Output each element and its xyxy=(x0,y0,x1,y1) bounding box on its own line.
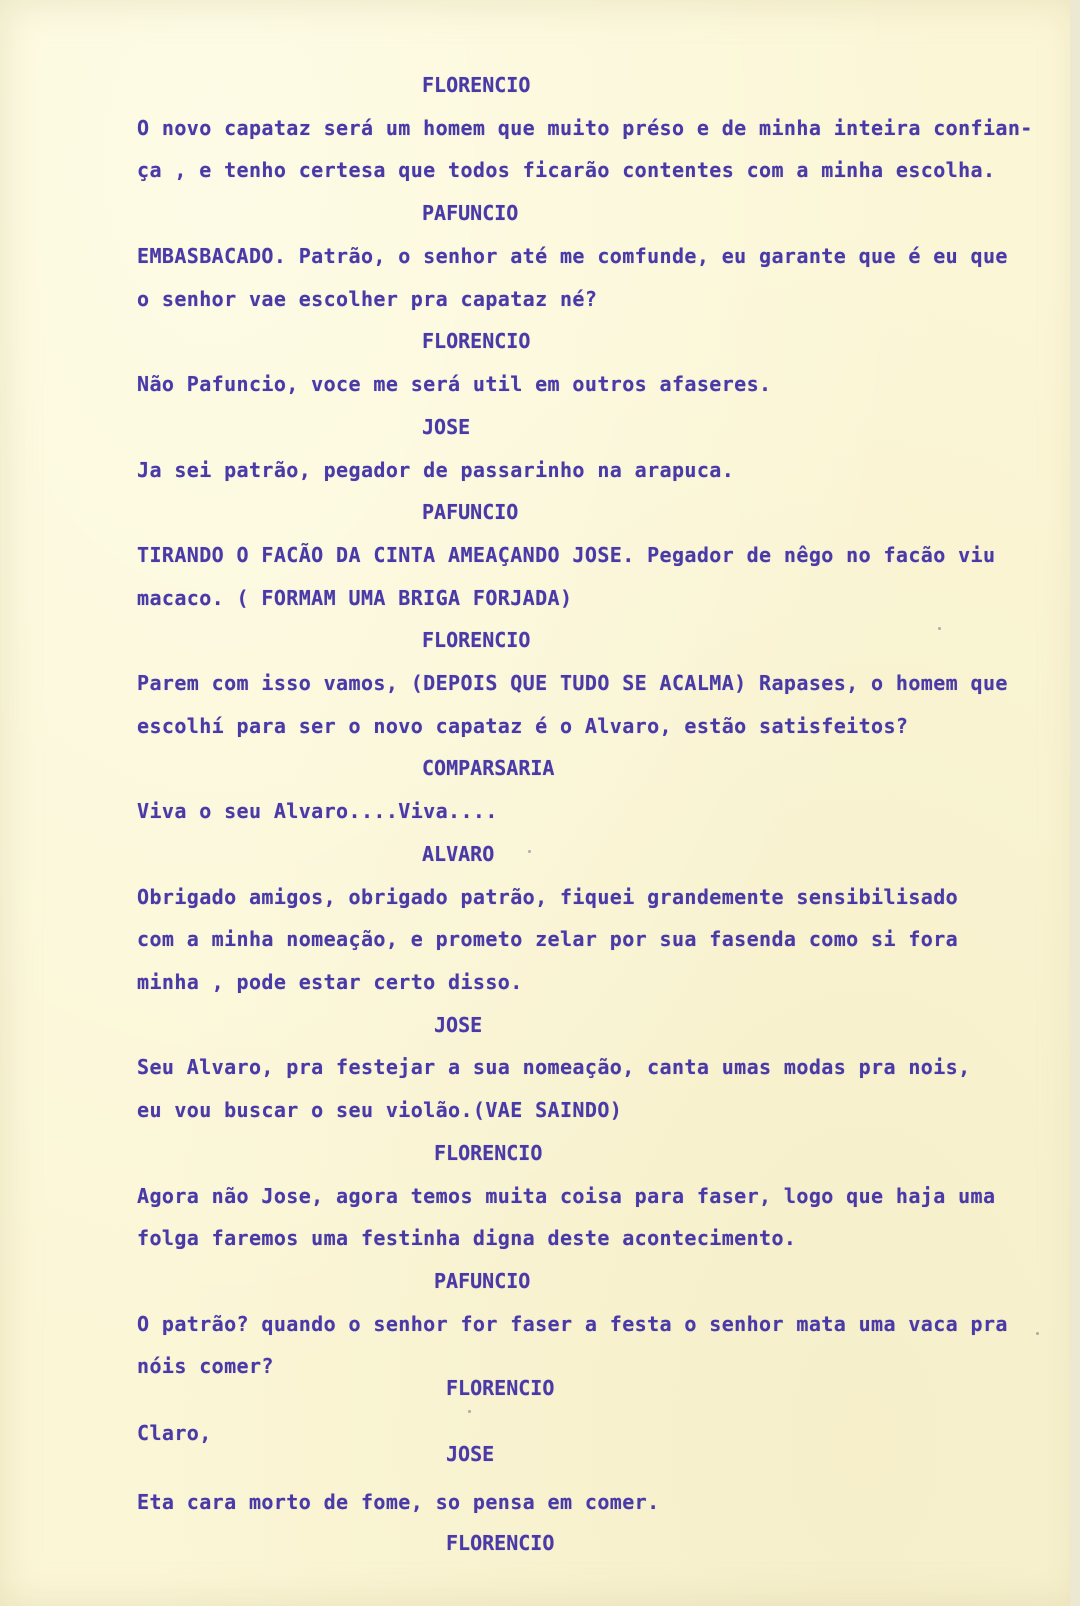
dialogue-line: Claro, xyxy=(137,1421,212,1445)
dialogue-line: macaco. ( FORMAM UMA BRIGA FORJADA) xyxy=(137,586,573,610)
ink-speck xyxy=(1036,1332,1039,1335)
speaker-name: FLORENCIO xyxy=(446,1531,555,1555)
ink-speck xyxy=(468,1410,471,1413)
dialogue-line: eu vou buscar o seu violão.(VAE SAINDO) xyxy=(137,1098,623,1122)
dialogue-line: com a minha nomeação, e prometo zelar por sua fasenda como si fora xyxy=(137,927,959,951)
speaker-name: COMPARSARIA xyxy=(422,756,555,780)
speaker-name: FLORENCIO xyxy=(434,1141,543,1165)
speaker-name: JOSE xyxy=(434,1013,483,1037)
speaker-name: FLORENCIO xyxy=(446,1376,555,1400)
speaker-name: JOSE xyxy=(446,1442,495,1466)
dialogue-line: Parem com isso vamos, (DEPOIS QUE TUDO SE ACALMA) Rapases, o homem que xyxy=(137,671,1008,695)
dialogue-line: minha , pode estar certo disso. xyxy=(137,970,523,994)
speaker-name: PAFUNCIO xyxy=(422,500,519,524)
dialogue-line: o senhor vae escolher pra capataz né? xyxy=(137,287,598,311)
dialogue-line: Não Pafuncio, voce me será util em outros afaseres. xyxy=(137,372,772,396)
page-edge xyxy=(1070,0,1080,1606)
speaker-name: FLORENCIO xyxy=(422,73,531,97)
dialogue-line: Eta cara morto de fome, so pensa em comer. xyxy=(137,1490,660,1514)
speaker-name: PAFUNCIO xyxy=(434,1269,531,1293)
dialogue-line: TIRANDO O FACÃO DA CINTA AMEAÇANDO JOSE. Pegador de nêgo no facão viu xyxy=(137,543,996,567)
speaker-name: FLORENCIO xyxy=(422,628,531,652)
dialogue-line: folga faremos uma festinha digna deste acontecimento. xyxy=(137,1226,797,1250)
ink-speck xyxy=(528,850,531,853)
dialogue-line: ça , e tenho certesa que todos ficarão contentes com a minha escolha. xyxy=(137,158,996,182)
dialogue-line: nóis comer? xyxy=(137,1354,274,1378)
dialogue-line: Obrigado amigos, obrigado patrão, fiquei grandemente sensibilisado xyxy=(137,885,959,909)
dialogue-line: Ja sei patrão, pegador de passarinho na arapuca. xyxy=(137,458,735,482)
dialogue-line: O novo capataz será um homem que muito préso e de minha inteira confian- xyxy=(137,116,1033,140)
speaker-name: FLORENCIO xyxy=(422,329,531,353)
speaker-name: PAFUNCIO xyxy=(422,201,519,225)
dialogue-line: EMBASBACADO. Patrão, o senhor até me comfunde, eu garante que é eu que xyxy=(137,244,1008,268)
speaker-name: JOSE xyxy=(422,415,471,439)
speaker-name: ALVARO xyxy=(422,842,495,866)
dialogue-line: Viva o seu Alvaro....Viva.... xyxy=(137,799,498,823)
dialogue-line: Seu Alvaro, pra festejar a sua nomeação, canta umas modas pra nois, xyxy=(137,1055,971,1079)
dialogue-line: O patrão? quando o senhor for faser a festa o senhor mata uma vaca pra xyxy=(137,1312,1008,1336)
dialogue-line: escolhí para ser o novo capataz é o Alvaro, estão satisfeitos? xyxy=(137,714,909,738)
ink-speck xyxy=(938,627,941,630)
dialogue-line: Agora não Jose, agora temos muita coisa para faser, logo que haja uma xyxy=(137,1184,996,1208)
